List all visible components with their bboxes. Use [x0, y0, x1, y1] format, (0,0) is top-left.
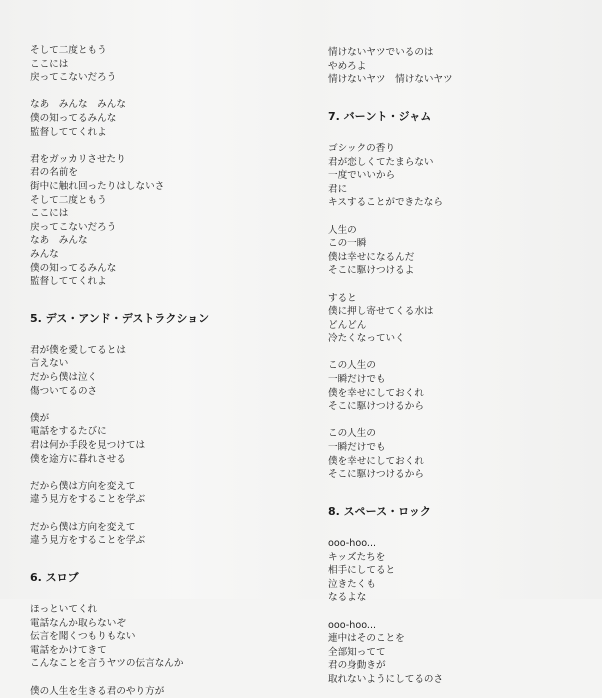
lyric-line: 傷ついてるのさ [30, 385, 98, 397]
lyric-line: だから僕は方向を変えて [30, 521, 136, 533]
song-title: 8. スペース・ロック [328, 505, 431, 519]
stanza-gap [30, 671, 290, 685]
lyric-line: 泣きたくも [328, 578, 376, 590]
lyric-line: そこに駆けつけるから [328, 469, 424, 481]
lyric-line: 全部知ってて [328, 646, 386, 658]
lyric-line: 君の身動きが [328, 660, 386, 672]
lyric-line: 街中に触れ回ったりはしないさ [30, 180, 165, 192]
lyric-line: そして二度ともう [30, 45, 107, 56]
lyric-line: どんどん [328, 319, 367, 331]
lyric-line: 相手にしてると [328, 565, 396, 577]
stanza-gap [30, 85, 290, 99]
lyric-stanza [328, 619, 588, 687]
lyric-line: 違う見方をすることを学ぶ [30, 494, 146, 506]
lyric-line: ほっといてくれ [30, 603, 98, 615]
right-lyrics-column [328, 46, 588, 687]
lyric-line: そこに駆けつけるから [328, 401, 424, 413]
lyric-line: 言えない [30, 358, 69, 370]
lyric-stanza [328, 142, 588, 210]
stanza-gap [328, 278, 588, 292]
lyric-line: 違う見方をすることを学ぶ [30, 535, 146, 547]
lyric-line: 一度でいいから [328, 170, 396, 182]
lyric-line: 君が僕を愛してるとは [30, 344, 126, 356]
lyric-line: 一瞬だけでも [328, 442, 386, 454]
lyric-stanza [328, 292, 588, 346]
lyric-line: 僕の知ってるみんな [30, 112, 117, 124]
lyric-line: そして二度ともう [30, 194, 107, 206]
lyric-line: 戻ってこないだろう [30, 221, 117, 233]
lyric-line: なるよな [328, 592, 367, 604]
lyric-line: この人生の [328, 428, 376, 440]
lyric-line: 連中はそのことを [328, 633, 405, 645]
lyric-line: ゴシックの香り [328, 142, 395, 154]
lyric-line: 人生の [328, 224, 357, 236]
lyric-line: ここには [30, 58, 69, 70]
lyric-line: すると [328, 292, 357, 304]
lyric-line: 僕が [30, 412, 50, 424]
lyric-line: 君は何か手段を見つけては [30, 440, 146, 452]
stanza-gap [328, 87, 588, 101]
lyric-stanza [328, 359, 588, 413]
lyric-line: 僕を幸せにしておくれ [328, 455, 424, 467]
lyric-stanza [30, 685, 290, 698]
lyric-line: ここには [30, 208, 69, 220]
lyric-stanza [328, 537, 588, 605]
stanza-gap [30, 507, 290, 521]
lyric-stanza [328, 46, 588, 87]
left-lyrics-column [30, 44, 290, 698]
lyric-line: 僕に押し寄せてくる水は [328, 306, 434, 318]
stanza-gap [30, 139, 290, 153]
lyric-line: キッズたちを [328, 551, 386, 563]
lyric-stanza [30, 521, 290, 548]
song-title: 6. スロブ [30, 571, 79, 585]
lyric-line: だから僕は方向を変えて [30, 480, 136, 492]
lyric-line: この人生の [328, 360, 376, 372]
lyric-line: 冷たくなっていく [328, 333, 405, 345]
lyric-line: 僕の知ってるみんな [30, 262, 117, 274]
lyric-line: 僕を幸せにしておくれ [328, 387, 424, 399]
lyric-stanza [30, 603, 290, 671]
lyric-stanza [328, 427, 588, 481]
lyric-line: ooo-hoo... [328, 619, 377, 631]
lyric-line: 伝言を聞くつもりもない [30, 631, 136, 643]
stanza-gap [328, 210, 588, 224]
lyric-line: 君をガッカリさせたり [30, 153, 126, 165]
lyric-line: この一瞬 [328, 238, 367, 250]
lyric-line: 君に [328, 183, 348, 195]
stanza-gap [30, 398, 290, 412]
lyric-line: 電話なんか取らないぞ [30, 617, 126, 629]
lyric-line: こんなことを言うヤツの伝言なんか [30, 658, 184, 670]
lyric-stanza [30, 344, 290, 398]
song-title: 5. デス・アンド・デストラクション [30, 312, 210, 326]
lyric-line: だから僕は泣く [30, 372, 98, 384]
stanza-gap [328, 414, 588, 428]
lyric-line: そこに駆けつけるよ [328, 265, 415, 277]
lyric-line: 電話をかけてきて [30, 644, 107, 656]
lyric-line: みんな [30, 248, 59, 260]
lyric-stanza [30, 412, 290, 466]
stanza-gap [328, 346, 588, 360]
lyric-line: 取れないようにしてるのさ [328, 673, 444, 685]
lyric-line: 情けないヤツでいるのは [328, 47, 434, 58]
lyric-line: 戻ってこないだろう [30, 72, 117, 84]
lyric-line: キスすることができたなら [328, 197, 443, 209]
lyric-line: 僕は幸せになるんだ [328, 251, 415, 263]
lyric-line: 情けないヤツ 情けないヤツ [328, 74, 453, 86]
lyric-line: 僕の人生を生きる君のやり方が [30, 685, 165, 697]
lyric-line: 君の名前を [30, 167, 78, 179]
stanza-gap [30, 466, 290, 480]
lyric-line: なあ みんな みんな [30, 99, 126, 111]
song-title: 7. バーント・ジャム [328, 110, 432, 124]
lyric-line: 監督しててくれよ [30, 276, 107, 288]
stanza-gap [30, 548, 290, 562]
lyric-line: 君が恋しくてたまらない [328, 156, 434, 168]
lyric-stanza [30, 44, 290, 85]
lyric-stanza [30, 480, 290, 507]
lyric-line: やめろよ [328, 60, 367, 72]
lyric-line: ooo-hoo... [328, 538, 377, 549]
lyric-line: 監督しててくれよ [30, 126, 107, 138]
lyric-line: なあ みんな [30, 235, 88, 247]
stanza-gap [328, 482, 588, 496]
stanza-gap [328, 605, 588, 619]
lyric-line: 一瞬だけでも [328, 374, 386, 386]
stanza-gap [30, 289, 290, 303]
lyric-stanza [30, 98, 290, 139]
lyric-stanza [30, 153, 290, 289]
lyric-stanza [328, 224, 588, 278]
lyric-line: 僕を途方に暮れさせる [30, 453, 126, 465]
lyric-line: 電話をするたびに [30, 426, 107, 438]
